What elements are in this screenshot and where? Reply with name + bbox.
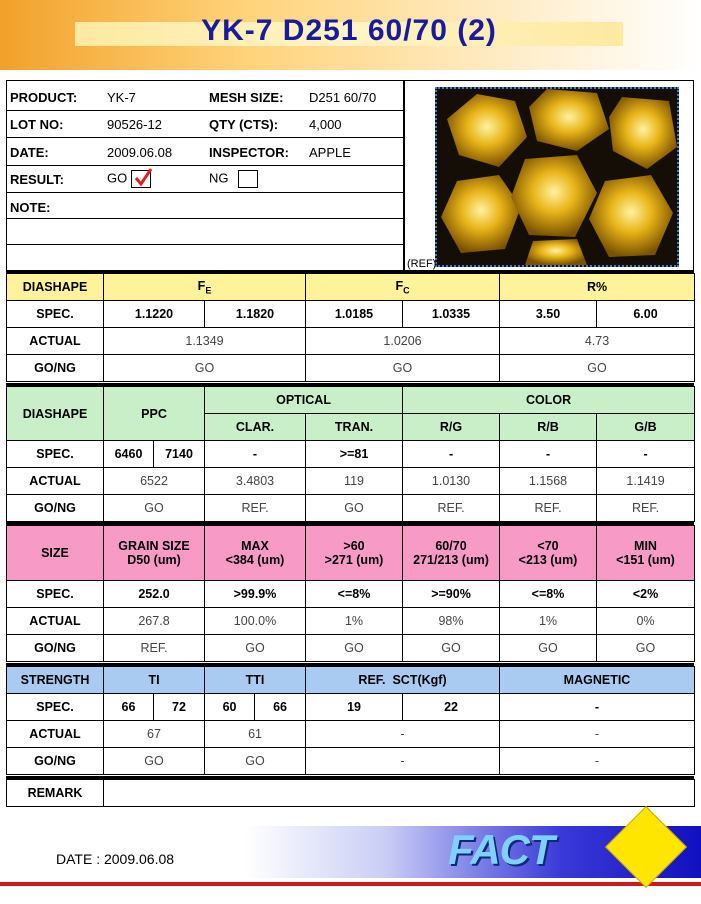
lt70-header: <70 <213 (um) — [500, 526, 597, 581]
actual-value: 0% — [597, 608, 695, 635]
min-header: MIN <151 (um) — [597, 526, 695, 581]
spec-value: 252.0 — [104, 581, 205, 608]
spec-value: <2% — [597, 581, 695, 608]
lot-value: 90526-12 — [107, 117, 162, 132]
fe-header: $F_E$ — [104, 274, 306, 301]
spec-value: 1.0185 — [306, 301, 403, 328]
gong-value: REF. — [104, 635, 205, 662]
grain-size-header: GRAIN SIZE D50 (um) — [104, 526, 205, 581]
date-label: DATE: — [10, 145, 49, 160]
fc-header: $F_C$ — [306, 274, 500, 301]
actual-value: 267.8 — [104, 608, 205, 635]
info-panel — [6, 80, 404, 271]
gong-value: GO — [500, 635, 597, 662]
photo-ref-label: (REF) — [407, 258, 437, 270]
ng-checkbox[interactable] — [238, 170, 258, 188]
spec-value: 6460 — [104, 441, 154, 468]
gong-value: - — [306, 748, 500, 775]
6070-header: 60/70 271/213 (um) — [403, 526, 500, 581]
gong-value: GO — [403, 635, 500, 662]
product-label: PRODUCT: — [10, 90, 78, 105]
gong-value: REF. — [205, 495, 306, 522]
gong-value: GO — [104, 495, 205, 522]
spec-value: 7140 — [154, 441, 205, 468]
actual-value: 100.0% — [205, 608, 306, 635]
note-label: NOTE: — [10, 200, 51, 215]
actual-label: ACTUAL — [7, 468, 104, 495]
spec-value: 1.1220 — [104, 301, 205, 328]
mesh-label: MESH SIZE: — [209, 90, 284, 105]
color-header: COLOR — [403, 387, 695, 414]
actual-value: - — [306, 721, 500, 748]
diashape-header: DIASHAPE — [7, 274, 104, 301]
spec-value: 72 — [154, 694, 205, 721]
actual-value: 1.1568 — [500, 468, 597, 495]
r-percent-header: R% — [500, 274, 695, 301]
actual-value: 98% — [403, 608, 500, 635]
actual-value: 4.73 — [500, 328, 695, 355]
rb-header: R/B — [500, 414, 597, 441]
spec-label: SPEC. — [7, 694, 104, 721]
remark-field[interactable] — [104, 780, 695, 807]
gong-value: GO — [205, 635, 306, 662]
result-label: RESULT: — [10, 172, 64, 187]
footer-red-line — [0, 882, 701, 886]
actual-value: 6522 — [104, 468, 205, 495]
inspector-value: APPLE — [309, 145, 351, 160]
magnetic-header: MAGNETIC — [500, 667, 695, 694]
remark-table — [6, 779, 695, 807]
lot-label: LOT NO: — [10, 117, 64, 132]
gong-value: REF. — [403, 495, 500, 522]
actual-value: 1.1349 — [104, 328, 306, 355]
optical-color-table — [6, 386, 695, 522]
actual-label: ACTUAL — [7, 608, 104, 635]
strength-table — [6, 666, 695, 775]
go-checkbox-checked[interactable] — [131, 170, 151, 188]
actual-value: - — [500, 721, 695, 748]
spec-value: 1.1820 — [205, 301, 306, 328]
spec-value: 22 — [403, 694, 500, 721]
clar-header: CLAR. — [205, 414, 306, 441]
ppc-header: PPC — [104, 387, 205, 441]
qty-label: QTY (CTS): — [209, 117, 279, 132]
actual-value: 3.4803 — [205, 468, 306, 495]
size-table — [6, 525, 695, 662]
ti-header: TI — [104, 667, 205, 694]
gong-value: GO — [306, 635, 403, 662]
gong-value: GO — [205, 748, 306, 775]
gong-value: GO — [306, 355, 500, 382]
gong-value: GO — [104, 355, 306, 382]
strength-header: STRENGTH — [7, 667, 104, 694]
actual-value: 1.0130 — [403, 468, 500, 495]
qty-value: 4,000 — [309, 117, 342, 132]
size-header: SIZE — [7, 526, 104, 581]
actual-label: ACTUAL — [7, 328, 104, 355]
gong-label: GO/NG — [7, 355, 104, 382]
gong-value: REF. — [597, 495, 695, 522]
date-value: 2009.06.08 — [107, 145, 173, 160]
actual-value: 61 — [205, 721, 306, 748]
spec-value: 1.0335 — [403, 301, 500, 328]
spec-value: 6.00 — [597, 301, 695, 328]
gong-label: GO/NG — [7, 748, 104, 775]
spec-value: >=90% — [403, 581, 500, 608]
spec-value: 60 — [205, 694, 255, 721]
gong-value: GO — [306, 495, 403, 522]
diashape-table — [6, 273, 695, 382]
sct-header: REF. SCT(Kgf) — [306, 667, 500, 694]
tti-header: TTI — [205, 667, 306, 694]
gt60-header: >60 >271 (um) — [306, 526, 403, 581]
actual-value: 1% — [306, 608, 403, 635]
actual-value: 67 — [104, 721, 205, 748]
spec-label: SPEC. — [7, 301, 104, 328]
spec-value: 3.50 — [500, 301, 597, 328]
remark-label: REMARK — [7, 780, 104, 807]
product-value: YK-7 — [107, 90, 136, 105]
spec-value: - — [597, 441, 695, 468]
page-title: YK-7 D251 60/70 (2) — [201, 14, 497, 47]
footer-date: DATE : 2009.06.08 — [56, 851, 175, 867]
gong-value: GO — [500, 355, 695, 382]
optical-header: OPTICAL — [205, 387, 403, 414]
spec-value: 19 — [306, 694, 403, 721]
go-label: GO — [107, 170, 128, 186]
spec-value: <=8% — [306, 581, 403, 608]
gong-value: REF. — [500, 495, 597, 522]
gong-value: GO — [104, 748, 205, 775]
spec-value: - — [205, 441, 306, 468]
spec-value: - — [403, 441, 500, 468]
spec-value: - — [500, 441, 597, 468]
actual-label: ACTUAL — [7, 721, 104, 748]
ng-option[interactable] — [209, 170, 258, 188]
mesh-value: D251 60/70 — [309, 90, 377, 105]
spec-value: - — [500, 694, 695, 721]
spec-label: SPEC. — [7, 441, 104, 468]
spec-value: <=8% — [500, 581, 597, 608]
spec-value: 66 — [255, 694, 306, 721]
sample-photo-panel — [404, 80, 694, 271]
diashape-header: DIASHAPE — [7, 387, 104, 441]
ng-label: NG — [209, 170, 229, 186]
gong-label: GO/NG — [7, 635, 104, 662]
fact-logo: FACT — [448, 826, 554, 873]
gong-value: GO — [597, 635, 695, 662]
diamond-grains-image — [435, 87, 679, 267]
gong-label: GO/NG — [7, 495, 104, 522]
actual-value: 1% — [500, 608, 597, 635]
actual-value: 119 — [306, 468, 403, 495]
gb-header: G/B — [597, 414, 695, 441]
spec-value: 66 — [104, 694, 154, 721]
spec-label: SPEC. — [7, 581, 104, 608]
spec-value: >99.9% — [205, 581, 306, 608]
spec-value: >=81 — [306, 441, 403, 468]
actual-value: 1.0206 — [306, 328, 500, 355]
actual-value: 1.1419 — [597, 468, 695, 495]
checkmark-icon — [133, 167, 153, 187]
gong-value: - — [500, 748, 695, 775]
inspector-label: INSPECTOR: — [209, 145, 289, 160]
rg-header: R/G — [403, 414, 500, 441]
go-option[interactable] — [107, 170, 151, 188]
max-header: MAX <384 (um) — [205, 526, 306, 581]
tran-header: TRAN. — [306, 414, 403, 441]
